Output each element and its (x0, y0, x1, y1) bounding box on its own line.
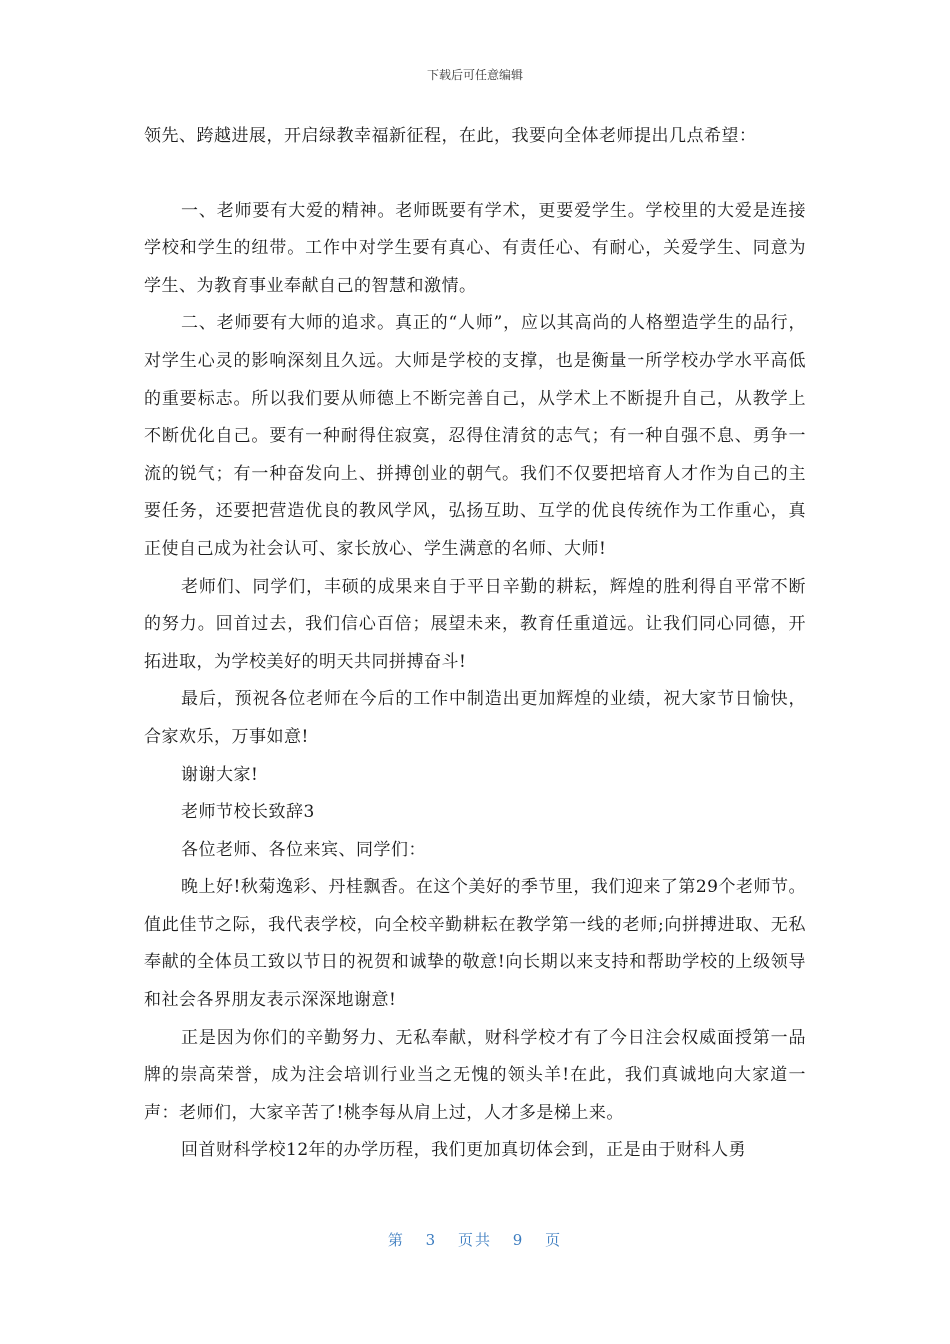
paragraph: 正是因为你们的辛勤努力、无私奉献，财科学校才有了今日注会权威面授第一品牌的崇高荣誉，成为注会培训行业当之无愧的领头羊!在此，我们真诚地向大家道一声：老师们，大家辛苦了!桃李每从肩上过，人才多是梯上来。 (144, 1027, 806, 1123)
document-body (144, 118, 806, 1170)
paragraph: 晚上好!秋菊逸彩、丹桂飘香。在这个美好的季节里，我们迎来了第29个老师节。值此佳节之际，我代表学校，向全校辛勤耕耘在教学第一线的老师;向拼搏进取、无私奉献的全体员工致以节日的祝贺和诚挚的敬意!向长期以来支持和帮助学校的上级领导和社会各界朋友表示深深地谢意! (144, 877, 806, 1011)
paragraph: 各位老师、各位来宾、同学们： (181, 839, 426, 860)
paragraph: 二、老师要有大师的追求。真正的“人师”，应以其高尚的人格塑造学生的品行，对学生心灵的影响深刻且久远。大师是学校的支撑，也是衡量一所学校办学水平高低的重要标志。所以我们要从师德上不断完善自己，从学术上不断提升自己，从教学上不断优化自己。要有一种耐得住寂寞，忍得住清贫的志气；有一种自强不息、勇争一流的锐气；有一种奋发向上、拼搏创业的朝气。我们不仅要把培育人才作为自己的主要任务，还要把营造优良的教风学风，弘扬互助、互学的优良传统作为工作重心，真正使自己成为社会认可、家长放心、学生满意的名师、大师! (144, 313, 806, 559)
paragraph: 一、老师要有大爱的精神。老师既要有学术，更要爱学生。学校里的大爱是连接学校和学生的纽带。工作中对学生要有真心、有责任心、有耐心，关爱学生、同意为学生、为教育事业奉献自己的智慧和激情。 (144, 200, 806, 296)
page-footer: 第 3 页共 9 页 (387, 1231, 563, 1249)
paragraph: 老师们、同学们，丰硕的成果来自于平日辛勤的耕耘，辉煌的胜利得自平常不断的努力。回首过去，我们信心百倍；展望未来，教育任重道远。让我们同心同德，开拓进取，为学校美好的明天共同拼搏奋斗! (144, 576, 806, 672)
paragraph: 回首财科学校12年的办学历程，我们更加真切体会到，正是由于财科人勇 (181, 1140, 747, 1161)
paragraph: 领先、跨越进展，开启绿教幸福新征程，在此，我要向全体老师提出几点希望： (144, 126, 757, 146)
paragraph: 最后，预祝各位老师在今后的工作中制造出更加辉煌的业绩，祝大家节日愉快，合家欢乐，万事如意! (144, 689, 806, 747)
paragraph: 谢谢大家! (181, 764, 259, 785)
paragraph-gap (144, 156, 806, 193)
page-header: 下载后可任意编辑 (426, 68, 523, 82)
paragraph: 老师节校长致辞3 (181, 802, 315, 823)
